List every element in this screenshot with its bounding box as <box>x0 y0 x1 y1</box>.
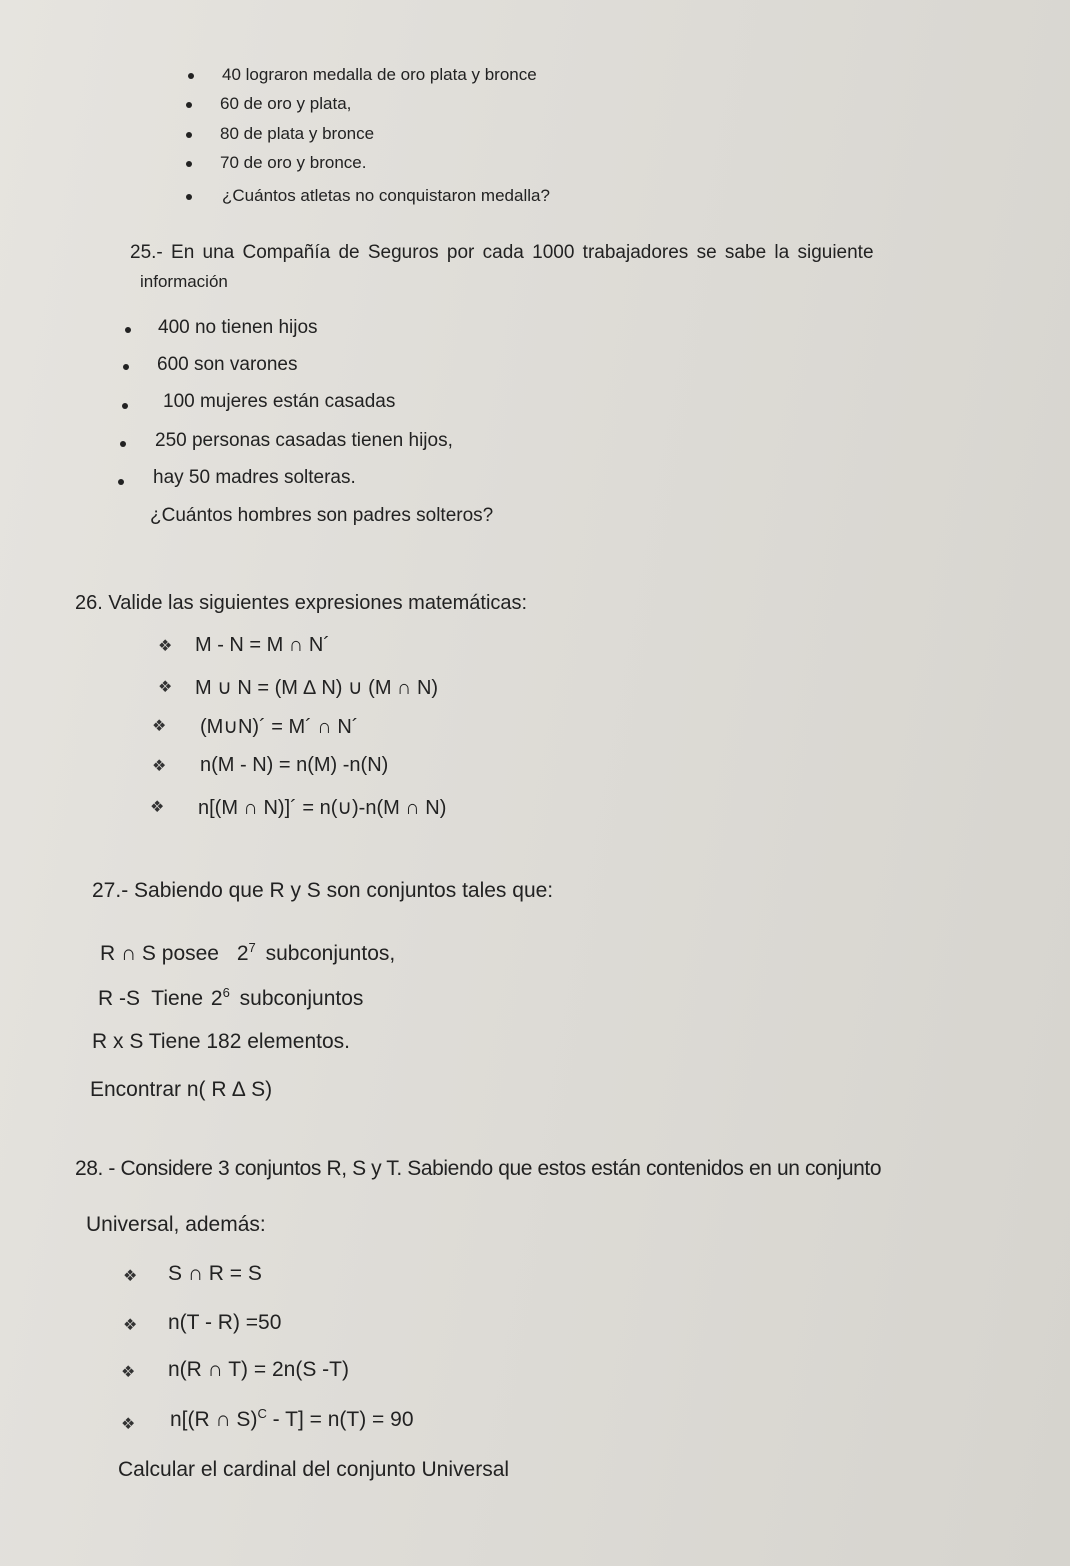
p25-question: ¿Cuántos hombres son padres solteros? <box>150 505 494 526</box>
p28-line-1: 28. - Considere 3 conjuntos R, S y T. Sabiendo que estos están contenidos en un conjunto <box>75 1157 882 1180</box>
bullet-dot-icon <box>186 132 192 138</box>
bullet-dot-icon <box>125 327 131 333</box>
bullet-dot-icon <box>118 479 124 485</box>
p24-item-3: 80 de plata y bronce <box>220 124 375 143</box>
p25-item-4: 250 personas casadas tienen hijos, <box>155 430 453 451</box>
diamond-bullet-icon: ❖ <box>158 636 173 655</box>
p28-line-2: Universal, además: <box>86 1213 266 1236</box>
p26-expr-2: M ∪ N = (M ∆ N) ∪ (M ∩ N) <box>195 677 439 699</box>
p26-title: 26. Valide las siguientes expresiones matemáticas: <box>75 592 528 614</box>
diamond-bullet-icon: ❖ <box>123 1266 138 1285</box>
p24-item-4: 70 de oro y bronce. <box>220 153 367 172</box>
p28-cond-2: n(T - R) =50 <box>168 1311 282 1334</box>
p27-line-3: R x S Tiene 182 elementos. <box>92 1030 350 1053</box>
p25-item-1: 400 no tienen hijos <box>158 317 318 338</box>
diamond-bullet-icon: ❖ <box>152 716 167 735</box>
bullet-dot-icon <box>188 73 194 79</box>
bullet-dot-icon <box>123 364 129 370</box>
p27-line-2 <box>98 987 363 1011</box>
p27-find: Encontrar n( R ∆ S) <box>90 1078 273 1101</box>
diamond-bullet-icon: ❖ <box>152 756 167 775</box>
p27-line2-power: $2^6$ <box>210 985 230 1010</box>
p25-item-5: hay 50 madres solteras. <box>153 467 356 488</box>
p26-expr-4: n(M - N) = n(M) -n(N) <box>200 754 389 776</box>
bullet-dot-icon <box>122 403 128 409</box>
bullet-dot-icon <box>120 441 126 447</box>
p26-expr-3: (M∪N)´ = M´ ∩ N´ <box>200 716 359 738</box>
p25-intro-line2: información <box>140 272 228 291</box>
p28-cond-1: S ∩ R = S <box>168 1262 262 1285</box>
bullet-dot-icon <box>186 194 192 200</box>
diamond-bullet-icon: ❖ <box>121 1414 136 1433</box>
p27-line2-post: subconjuntos <box>239 987 364 1010</box>
bullet-dot-icon <box>186 161 192 167</box>
p27-line1-pre: R ∩ S posee <box>100 942 219 965</box>
p25-item-3: 100 mujeres están casadas <box>163 391 396 412</box>
p24-item-1: 40 lograron medalla de oro plata y bronce <box>222 65 537 84</box>
p28-cond-3: n(R ∩ T) = 2n(S -T) <box>168 1358 349 1381</box>
bullet-dot-icon <box>186 102 192 108</box>
p27-title: 27.- Sabiendo que R y S son conjuntos tales que: <box>92 879 554 902</box>
p27-line-1 <box>100 942 395 966</box>
diamond-bullet-icon: ❖ <box>150 797 165 816</box>
p28-task: Calcular el cardinal del conjunto Universal <box>118 1458 510 1481</box>
p26-expr-5: n[(M ∩ N)]´ = n(∪)-n(M ∩ N) <box>198 797 447 819</box>
diamond-bullet-icon: ❖ <box>121 1362 136 1381</box>
p24-question: ¿Cuántos atletas no conquistaron medalla? <box>222 186 550 205</box>
p25-item-2: 600 son varones <box>157 354 298 375</box>
p25-intro-line1: 25.- En una Compañía de Seguros por cada 1000 trabajadores se sabe la siguiente <box>130 242 874 263</box>
p27-line1-power: $2^7$ <box>236 940 256 965</box>
p28-cond-4: n[(R ∩ S)$^C$ - T] = n(T) = 90 <box>170 1406 414 1431</box>
diamond-bullet-icon: ❖ <box>123 1315 138 1334</box>
p26-expr-1: M - N = M ∩ N´ <box>195 634 330 656</box>
p24-item-2: 60 de oro y plata, <box>220 94 352 113</box>
p27-line1-post: subconjuntos, <box>265 942 396 965</box>
p27-line2-pre: R -S Tiene <box>98 987 204 1010</box>
diamond-bullet-icon: ❖ <box>158 677 173 696</box>
